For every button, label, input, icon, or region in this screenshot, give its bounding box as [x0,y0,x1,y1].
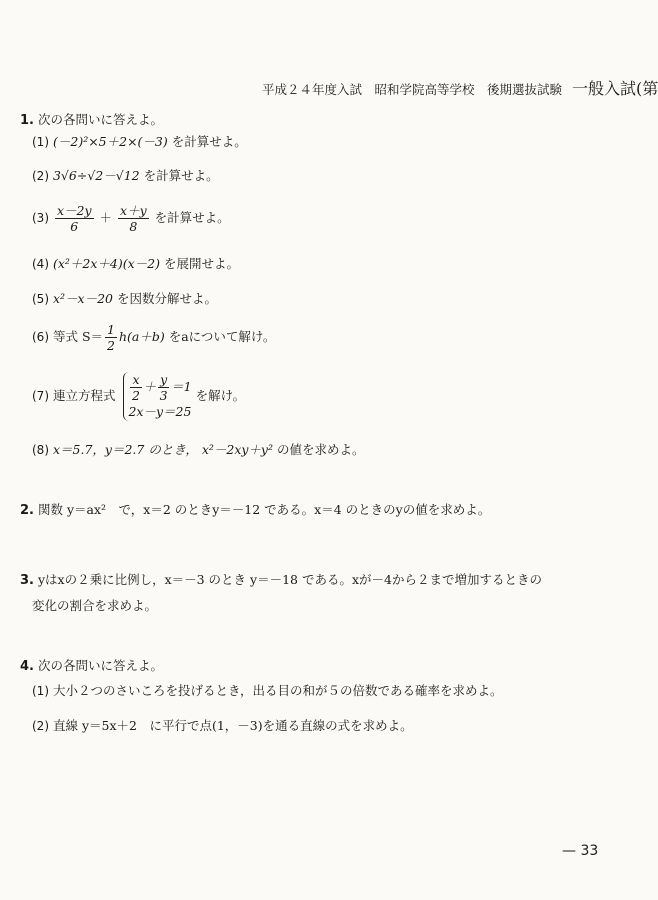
q4-item-1-text: 大小２つのさいころを投げるとき，出る目の和が５の倍数である確率を求めよ。 [52,683,503,698]
q1-item-1-label: (1) [32,135,49,149]
q1-item-2-label: (2) [32,169,49,183]
q1-item-7-lead: 連立方程式 [52,388,116,403]
q1-item-4-label: (4) [32,257,49,271]
exam-type: 一般入試(第 [572,79,658,98]
q1-item-4-task: を展開せよ。 [164,256,240,271]
q3-text-line1: yはxの２乗に比例し，x＝－3 のとき y＝－18 である。xが－4から２まで増加するときの [37,572,542,587]
q2-number: 2. [20,503,34,518]
q1-item-7-system [123,372,191,421]
q1-item-1 [32,132,247,150]
q1-item-8-task: の値を求めよ。 [277,442,365,457]
q1-item-3-label: (3) [32,211,49,225]
q1-instruction: 次の各問いに答えよ。 [37,112,163,127]
q1-item-3-frac1 [55,203,94,234]
q1-item-6-frac-den: 2 [107,338,115,353]
q1-item-7-label: (7) [32,389,49,403]
q1-item-3-frac1-num: x－2y [56,203,92,218]
q1-item-6-task: をaについて解け。 [168,329,276,344]
q1-item-4-expr: (x²＋2x＋4)(x－2) [52,256,161,271]
q1-item-2 [32,166,219,184]
q4-item-1-label: (1) [32,684,49,698]
q1-item-7-task: を解け。 [195,388,246,403]
q3-number: 3. [20,573,34,588]
q1-item-8-expr: x²－2xy＋y² [201,442,274,457]
q1-item-7-eq1-frac1 [130,372,141,403]
q3-line-2 [32,596,157,614]
q1-item-1-task: を計算せよ。 [171,134,247,149]
q1-item-7-eq1 [128,372,191,403]
q1-heading [20,110,163,128]
q1-item-1-expr: (－2)²×5＋2×(－3) [52,134,168,149]
q1-item-6 [32,322,275,353]
q1-item-6-frac-num: 1 [107,322,115,337]
q1-item-3-task: を計算せよ。 [154,210,230,225]
q1-item-3-frac2-num: x＋y [120,203,147,218]
q1-item-3 [32,203,230,234]
q1-item-3-frac2 [118,203,149,234]
q1-item-8-cond: x＝5.7，y＝2.7 のとき， [52,442,198,457]
q1-item-5-label: (5) [32,292,49,306]
q1-item-6-frac [105,322,117,353]
q1-item-7 [32,372,245,421]
q1-item-7-eq1-n1: x [132,372,140,387]
q1-item-6-expr: h(a＋b) [118,329,165,344]
q1-item-7-eq1-d2: 3 [159,388,168,403]
q4-item-2 [32,716,413,734]
q2-text: 関数 y＝ax² で，x＝2 のときy＝－12 である。x＝4 のときのyの値を求めよ。 [37,502,491,517]
q1-item-6-label: (6) [32,330,49,344]
q4-heading [20,656,163,674]
q1-item-4 [32,254,239,272]
q1-item-6-lead: 等式 S＝ [52,329,104,344]
q1-item-7-eq1-frac2 [158,372,169,403]
q1-item-2-task: を計算せよ。 [143,168,219,183]
q1-item-3-frac2-den: 8 [129,219,138,234]
q1-item-5-expr: x²－x－20 [52,291,114,306]
q1-item-7-eq2: 2x－y＝25 [128,404,192,419]
q4-item-2-label: (2) [32,719,49,733]
q4-item-1 [32,681,503,699]
q1-item-8 [32,440,365,458]
q1-item-2-expr: 3√6÷√2－√12 [52,168,140,183]
q1-item-5-task: を因数分解せよ。 [117,291,218,306]
q3-text-line2: 変化の割合を求めよ。 [32,598,158,613]
q4-instruction: 次の各問いに答えよ。 [37,658,163,673]
page-number: — 33 [562,843,599,859]
page-header [262,76,658,98]
exam-title: 平成２４年度入試 昭和学院高等学校 後期選抜試験 [262,82,563,97]
q1-item-7-eq1-d1: 2 [132,388,140,403]
q1-item-3-op: ＋ [99,210,113,225]
q1-item-5 [32,289,217,307]
q1-item-8-label: (8) [32,443,49,457]
q2 [20,500,490,518]
q4-number: 4. [20,659,34,674]
q3-line-1 [20,570,542,588]
q1-number: 1. [20,113,34,128]
q1-item-7-eq1-rhs: ＝1 [171,379,192,394]
q1-item-7-eq1-op: ＋ [143,379,157,394]
q1-item-3-frac1-den: 6 [70,219,79,234]
q4-item-2-text: 直線 y＝5x＋2 に平行で点(1，－3)を通る直線の式を求めよ。 [52,718,413,733]
q1-item-7-eq1-n2: y [160,372,168,387]
